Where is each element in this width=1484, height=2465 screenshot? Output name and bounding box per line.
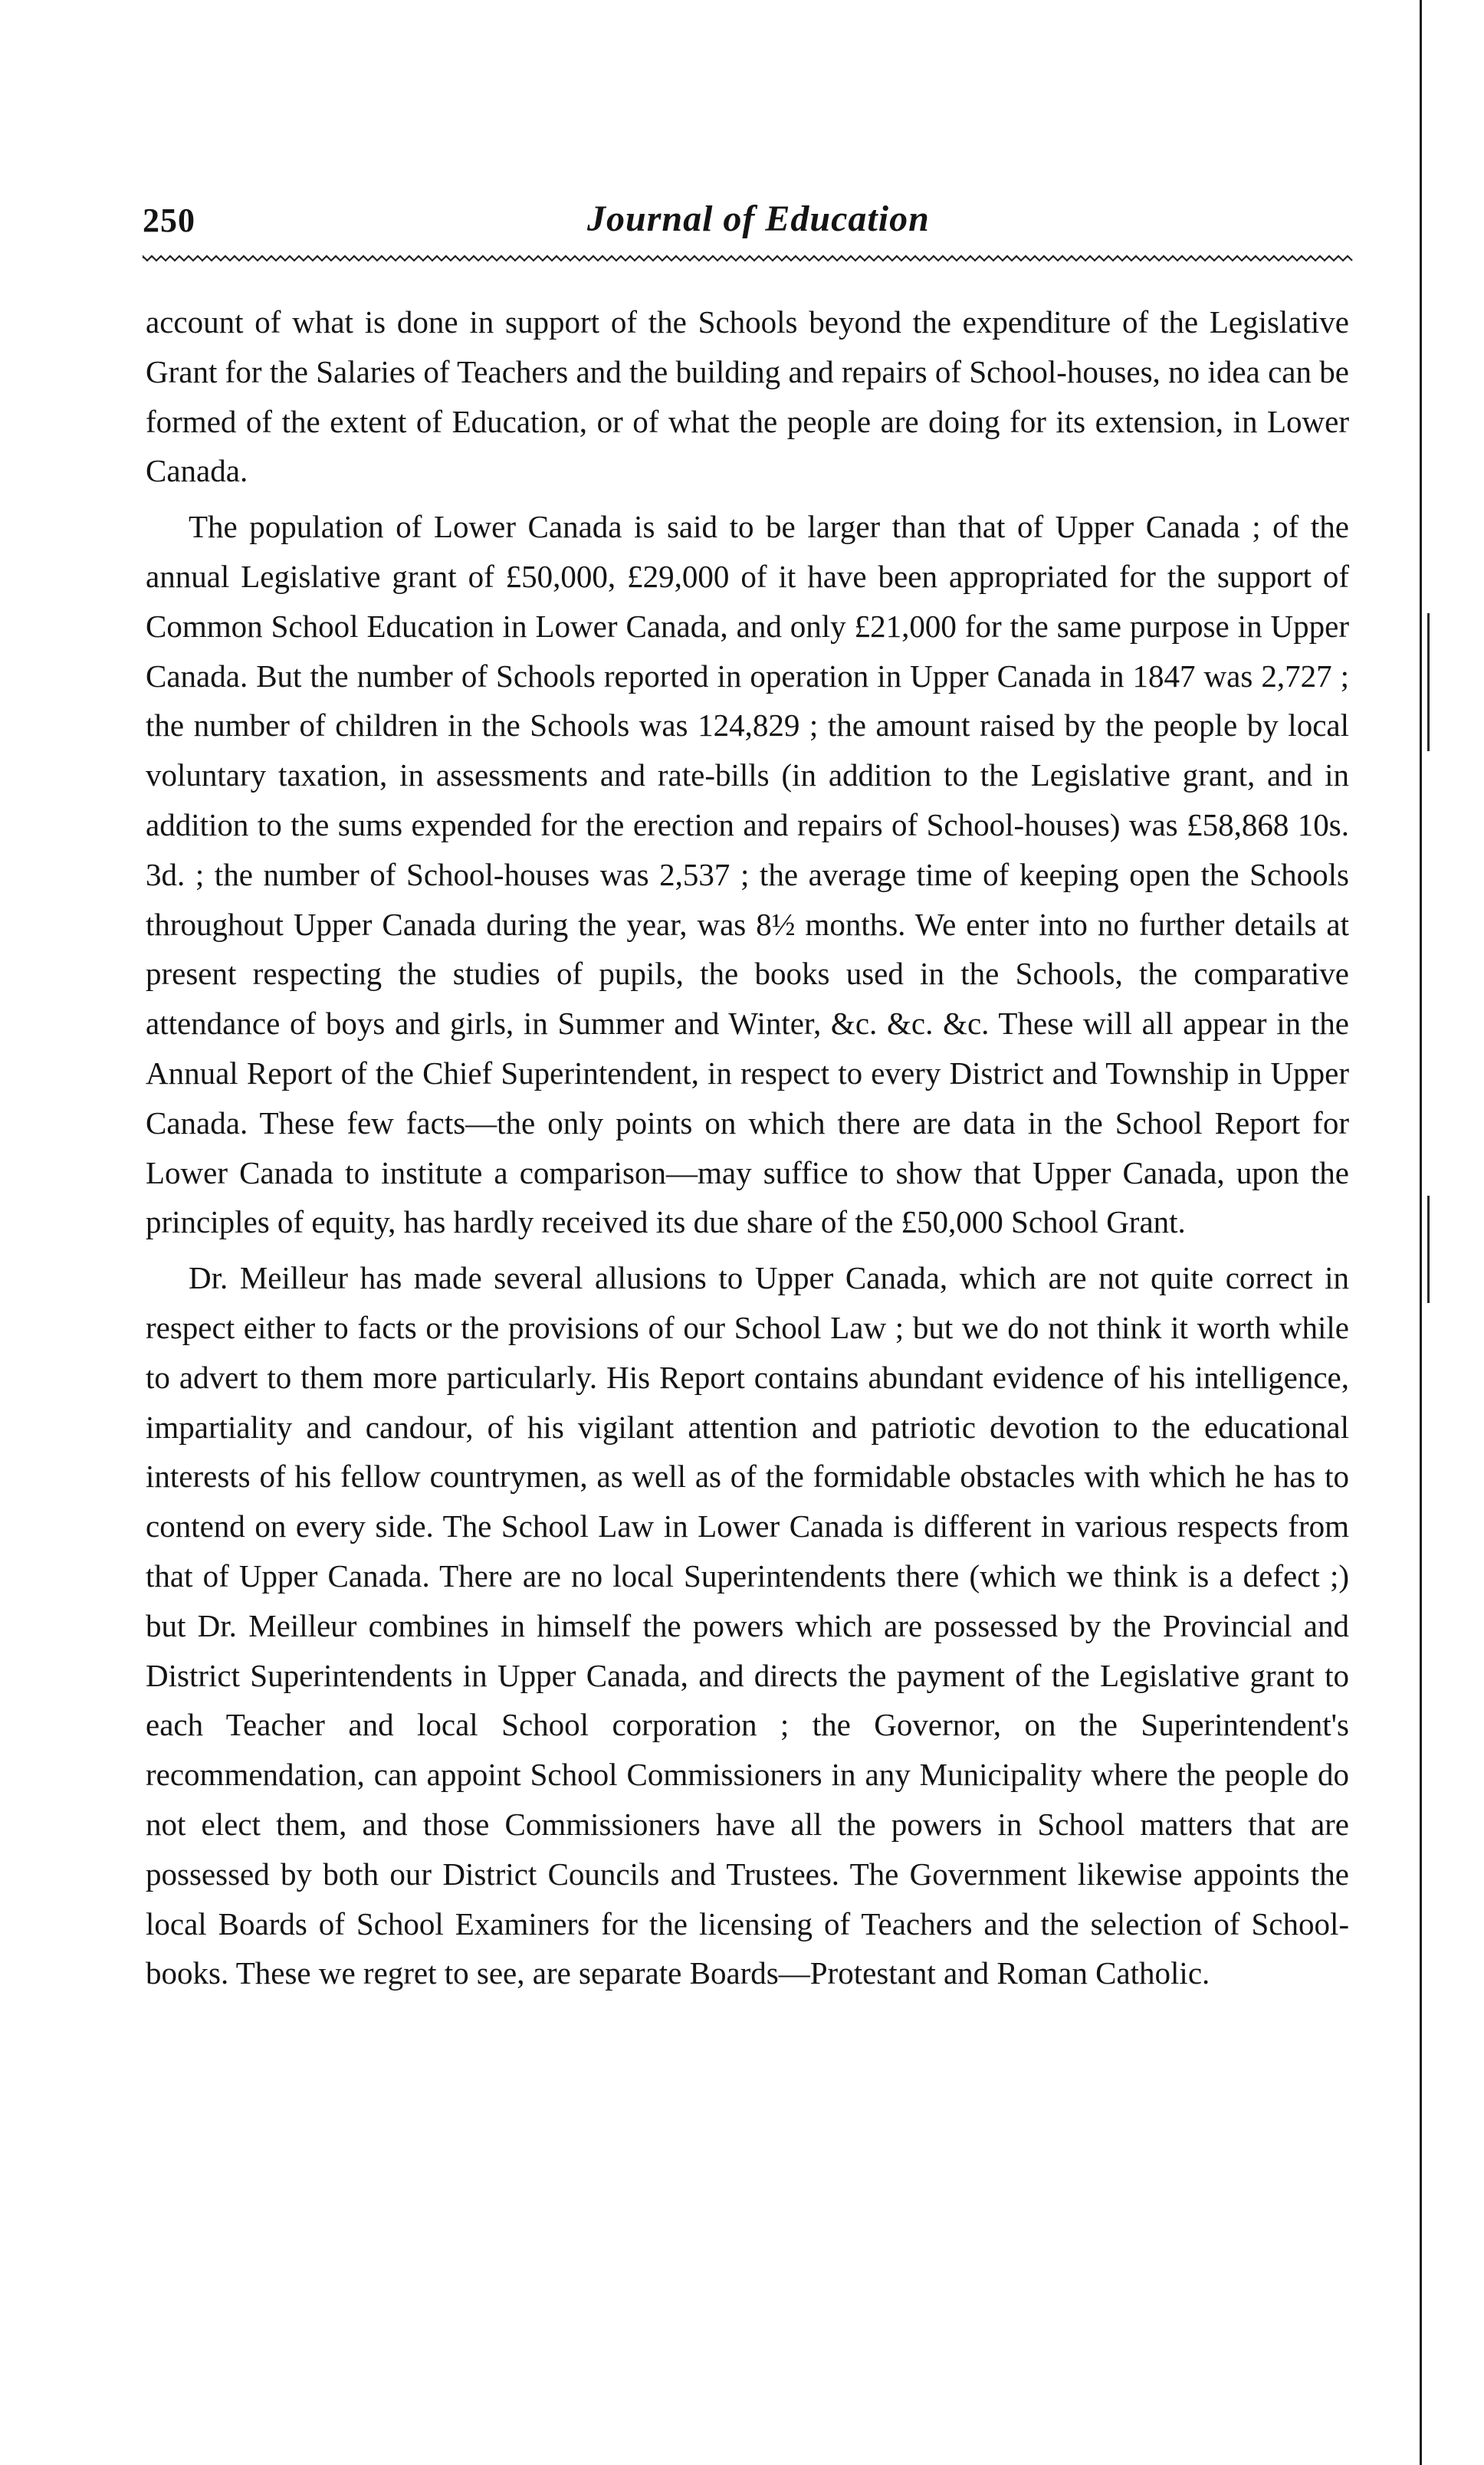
paragraph-population: The population of Lower Canada is said to be larger than that of Upper Canada ; of the annual Legislative grant of £50,000, £29,000 of it have been appropriated for the support of Common School Education in Lower Canada, and only £21,000 for the same purpose in Upper Canada. But the number of Schools reported in operation in Upper Canada in 1847 was 2,727 ; the number of children in the Schools was 124,829 ; the amount raised by the people by local voluntary taxation, in assessments and rate-bills (in addition to the Legislative grant, and in addition to the sums expended for the erection and repairs of School-houses) was £58,868 10s. 3d. ; the number of School-houses was 2,537 ; the average time of keeping open the Schools throughout Upper Canada during the year, was 8½ months. We enter into no further details at present respecting the studies of pupils, the books used in the Schools, the comparative attendance of boys and girls, in Summer and Winter, &c. &c. &c. These will all appear in the Annual Report of the Chief Superintendent, in respect to every District and Township in Upper Canada. These few facts—the only points on which there are data in the School Report for Lower Canada to institute a comparison—may suffice to show that Upper Canada, upon the principles of equity, has hardly received its due share of the £50,000 School Grant. xyxy=(146,509,1349,1240)
page-number: 250 xyxy=(143,202,195,239)
body-text xyxy=(146,297,1349,1998)
page-header xyxy=(143,201,1354,247)
page-edge-mark xyxy=(1427,613,1430,751)
running-title: Journal of Education xyxy=(587,199,930,239)
page-edge-mark xyxy=(1427,1196,1430,1303)
paragraph-continuation: account of what is done in support of the Schools beyond the expenditure of the Legislative Grant for the Salaries of Teachers and the building and repairs of School-houses, no idea can be formed of the extent of Education, or of what the people are doing for its extension, in Lower Canada. xyxy=(146,304,1349,489)
header-wavy-rule xyxy=(143,253,1354,264)
page-edge-line xyxy=(1420,0,1422,2465)
paragraph-meilleur: Dr. Meilleur has made several allusions to Upper Canada, which are not quite correct in respect either to facts or the provisions of our School Law ; but we do not think it worth while to advert to them more particularly. His Report contains abundant evidence of his intelligence, impartiality and candour, of his vigilant attention and patriotic devotion to the educational interests of his fellow countrymen, as well as of the formidable obstacles with which he has to contend on every side. The School Law in Lower Canada is different in various respects from that of Upper Canada. There are no local Superintendents there (which we think is a defect ;) but Dr. Meilleur combines in himself the powers which are possessed by the Provincial and District Superintendents in Upper Canada, and directs the payment of the Legislative grant to each Teacher and local School corporation ; the Governor, on the Superintendent's recommendation, can appoint School Commissioners in any Municipality where the people do not elect them, and those Commissioners have all the powers in School matters that are possessed by both our District Councils and Trustees. The Government likewise appoints the local Boards of School Examiners for the licensing of Teachers and the selection of School-books. These we regret to see, are separate Boards—Protestant and Roman Catholic. xyxy=(146,1260,1349,1991)
